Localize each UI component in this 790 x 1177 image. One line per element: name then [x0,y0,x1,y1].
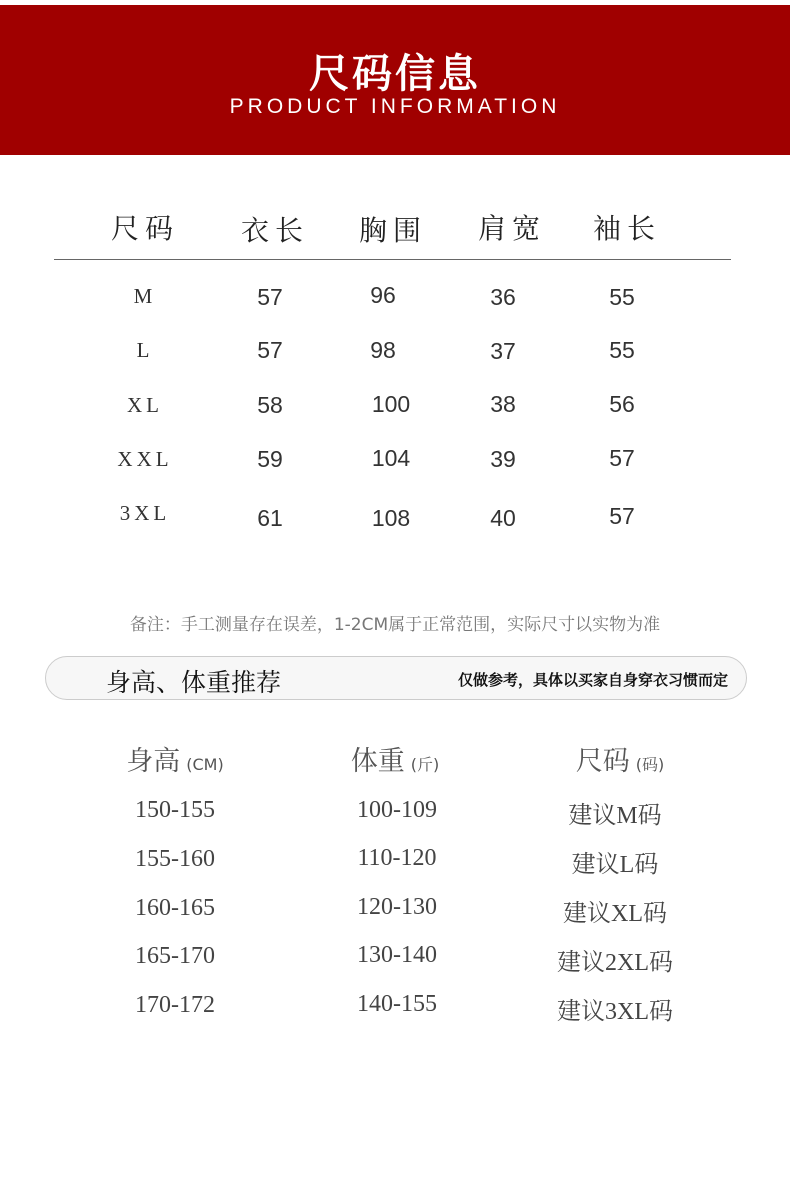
recommend-disclaimer: 仅做参考，具体以买家自身穿衣习惯而定 [457,671,728,689]
table-cell: 104 [371,445,411,471]
table-cell: 96 [370,282,396,308]
table-cell: 36 [490,284,516,310]
list-item: 150-155 [135,797,215,823]
list-item: 建议L码 [571,852,659,878]
recommend-title: 身高、体重推荐 [106,668,282,697]
page-subtitle: PRODUCT INFORMATION [229,95,561,118]
list-item: 100-109 [357,797,437,823]
list-item: 110-120 [357,845,437,871]
table-cell: 55 [609,284,635,310]
header-weight: 体重 (斤) [350,746,440,777]
table-cell: 3XL [119,501,171,525]
list-item: 建议M码 [568,803,662,829]
header-shoulder: 肩宽 [477,212,546,245]
table-cell: 40 [490,505,516,531]
table-cell: 38 [490,391,516,417]
header-recommend-size: 尺码 (码) [575,746,665,777]
header-banner [0,5,790,155]
table-cell: 55 [609,337,635,363]
list-item: 130-140 [357,942,437,968]
table-divider [54,259,731,260]
table-cell: 57 [257,337,283,363]
list-item: 155-160 [135,846,215,872]
table-cell: M [133,284,157,308]
header-sleeve: 袖长 [592,212,661,245]
list-item: 120-130 [357,894,437,920]
table-cell: 58 [257,392,283,418]
table-cell: XL [127,393,163,417]
header-chest: 胸围 [358,214,427,247]
list-item: 建议3XL码 [557,999,673,1025]
header-length: 衣长 [240,214,309,247]
table-cell: L [136,338,154,362]
table-cell: 37 [490,338,516,364]
table-cell: 98 [370,337,396,363]
table-cell: 57 [609,503,635,529]
table-cell: XXL [117,447,173,471]
table-cell: 39 [490,446,516,472]
table-cell: 59 [257,446,283,472]
table-cell: 100 [371,391,411,417]
table-cell: 56 [609,391,635,417]
list-item: 170-172 [135,992,215,1018]
list-item: 165-170 [135,943,215,969]
table-cell: 57 [257,284,283,310]
table-cell: 57 [609,445,635,471]
table-cell: 108 [371,505,411,531]
list-item: 建议2XL码 [557,950,673,976]
recommend-banner [45,656,747,700]
list-item: 160-165 [135,895,215,921]
list-item: 140-155 [357,991,437,1017]
list-item: 建议XL码 [563,901,667,927]
measurement-note: 备注：手工测量存在误差，1-2CM属于正常范围，实际尺寸以实物为准 [129,615,661,635]
page-title: 尺码信息 [309,51,481,97]
header-height: 身高 (CM) [126,746,224,777]
header-size: 尺码 [110,212,179,245]
table-cell: 61 [257,505,283,531]
